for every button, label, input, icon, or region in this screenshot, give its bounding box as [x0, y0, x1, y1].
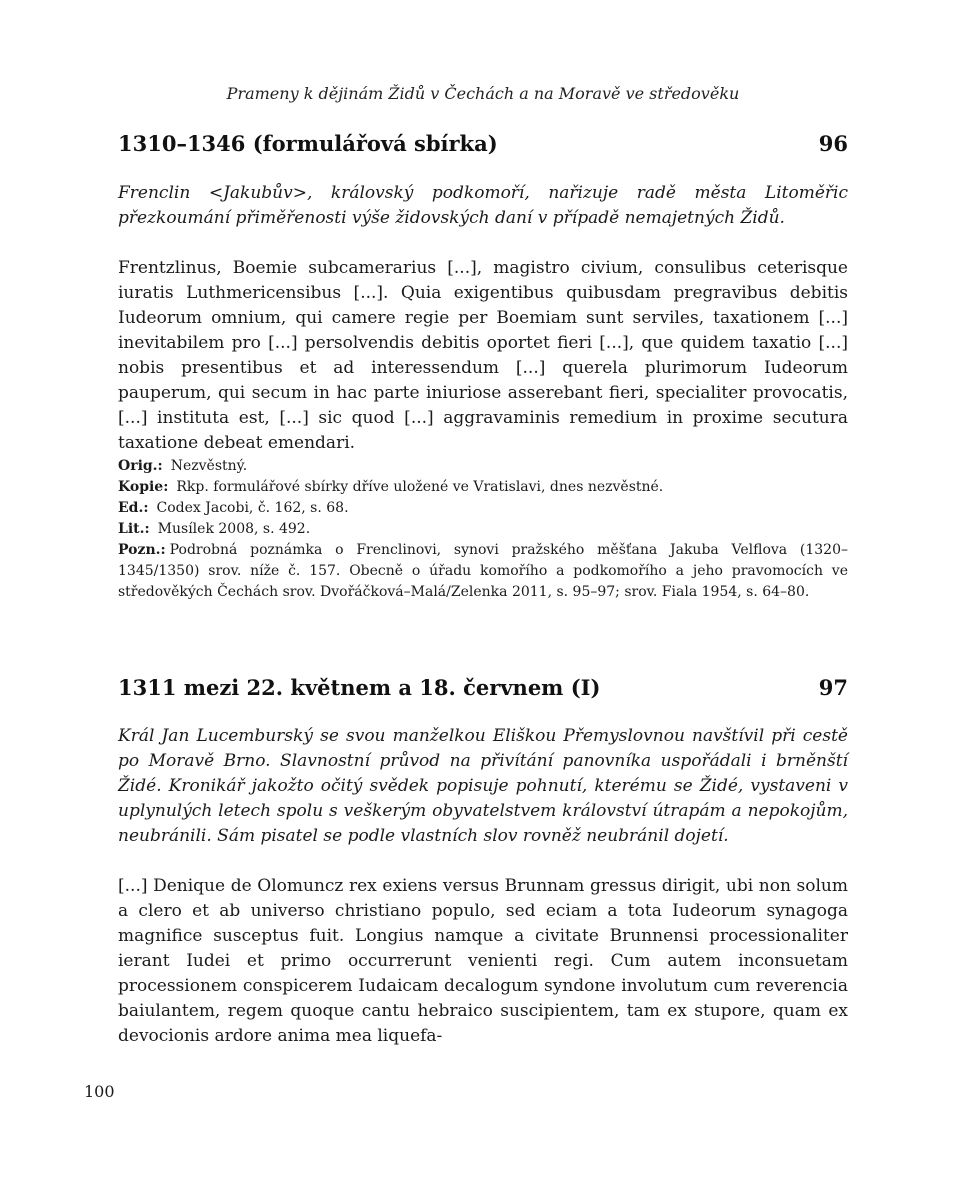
entry-date: 1311 mezi 22. květnem a 18. červnem (I) [118, 675, 601, 700]
apparatus-ed: Ed.: Codex Jacobi, č. 162, s. 68. [118, 500, 349, 516]
entry-number: 96 [818, 131, 848, 156]
apparatus-lit: Lit.: Musílek 2008, s. 492. [118, 521, 311, 537]
entry-heading [118, 675, 848, 700]
entry-date: 1310–1346 (formulářová sbírka) [118, 131, 498, 156]
entry-regest: Král Jan Lucemburský se svou manželkou Eliškou Přemyslovnou navštívil při cestě po Moravě Brno. Slavnostní průvod na přivítání panovníka uspořádali i brněnští Židé. Kronikář jakožto očitý svědek popisuje pohnutí, kterému se Židé, vystaveni v uplynulých letech spolu s veškerým obyvatelstvem království útrapám a nepokojům, neubránili. Sám pisatel se podle vlastních slov rovněž neubránil dojetí. [118, 726, 848, 846]
entry-source-text: [...] Denique de Olomuncz rex exiens versus Brunnam gressus dirigit, ubi non solum a clero et ab universo christiano populo, sed eciam a tota Iudeorum synagoga magnifice susceptus fuit. Longius namque a civitate Brunnensi processionaliter ierant Iudei et primo occurrerunt venienti regi. Cum autem inconsuetam processionem conspicerem Iudaicam decalogum syndone involutum cum reverencia baiulantem, regem quoque cantu hebraico suscipientem, tam ex stupore, quam ex devocionis ardore anima mea liquefa- [118, 876, 848, 1046]
entry-number: 97 [818, 675, 848, 700]
page-number: 100 [84, 1082, 115, 1101]
entry-heading [118, 131, 848, 156]
running-header: Prameny k dějinám Židů v Čechách a na Moravě ve středověku [226, 84, 740, 103]
critical-apparatus [118, 456, 848, 603]
apparatus-pozn: Pozn.: Podrobná poznámka o Frenclinovi, synovi pražského měšťana Jakuba Velflova (1320–1345/1350) srov. níže č. 157. Obecně o úřadu komořího a podkomořího a jeho pravomocích ve středověkých Čechách srov. Dvořáčková–Malá/Zelenka 2011, s. 95–97; srov. Fiala 1954, s. 64–80. [118, 542, 848, 600]
apparatus-kopie: Kopie: Rkp. formulářové sbírky dříve uložené ve Vratislavi, dnes nezvěstné. [118, 479, 664, 495]
entry-source-text: Frentzlinus, Boemie subcamerarius [...], magistro civium, consulibus ceterisque iuratis Luthmericensibus [...]. Quia exigentibus quibusdam pregravibus debitis Iudeorum omnium, qui camere regie per Boemiam sunt serviles, taxationem [...] inevitabilem pro [...] persolvendis debitis oportet fieri [...], que quidem taxatio [...] nobis presentibus et ad interessendum [...] querela plurimorum Iudeorum pauperum, qui secum in hac parte iniuriose asserebant fieri, specialiter provocatis, [...] instituta est, [...] sic quod [...] aggravaminis remedium in proxime secutura taxatione debeat emendari. [118, 258, 848, 453]
apparatus-orig: Orig.: Nezvěstný. [118, 458, 248, 474]
entry-regest: Frenclin <Jakubův>, královský podkomoří, nařizuje radě města Litoměřic přezkoumání přiměřenosti výše židovských daní v případě nemajetných Židů. [118, 183, 848, 228]
